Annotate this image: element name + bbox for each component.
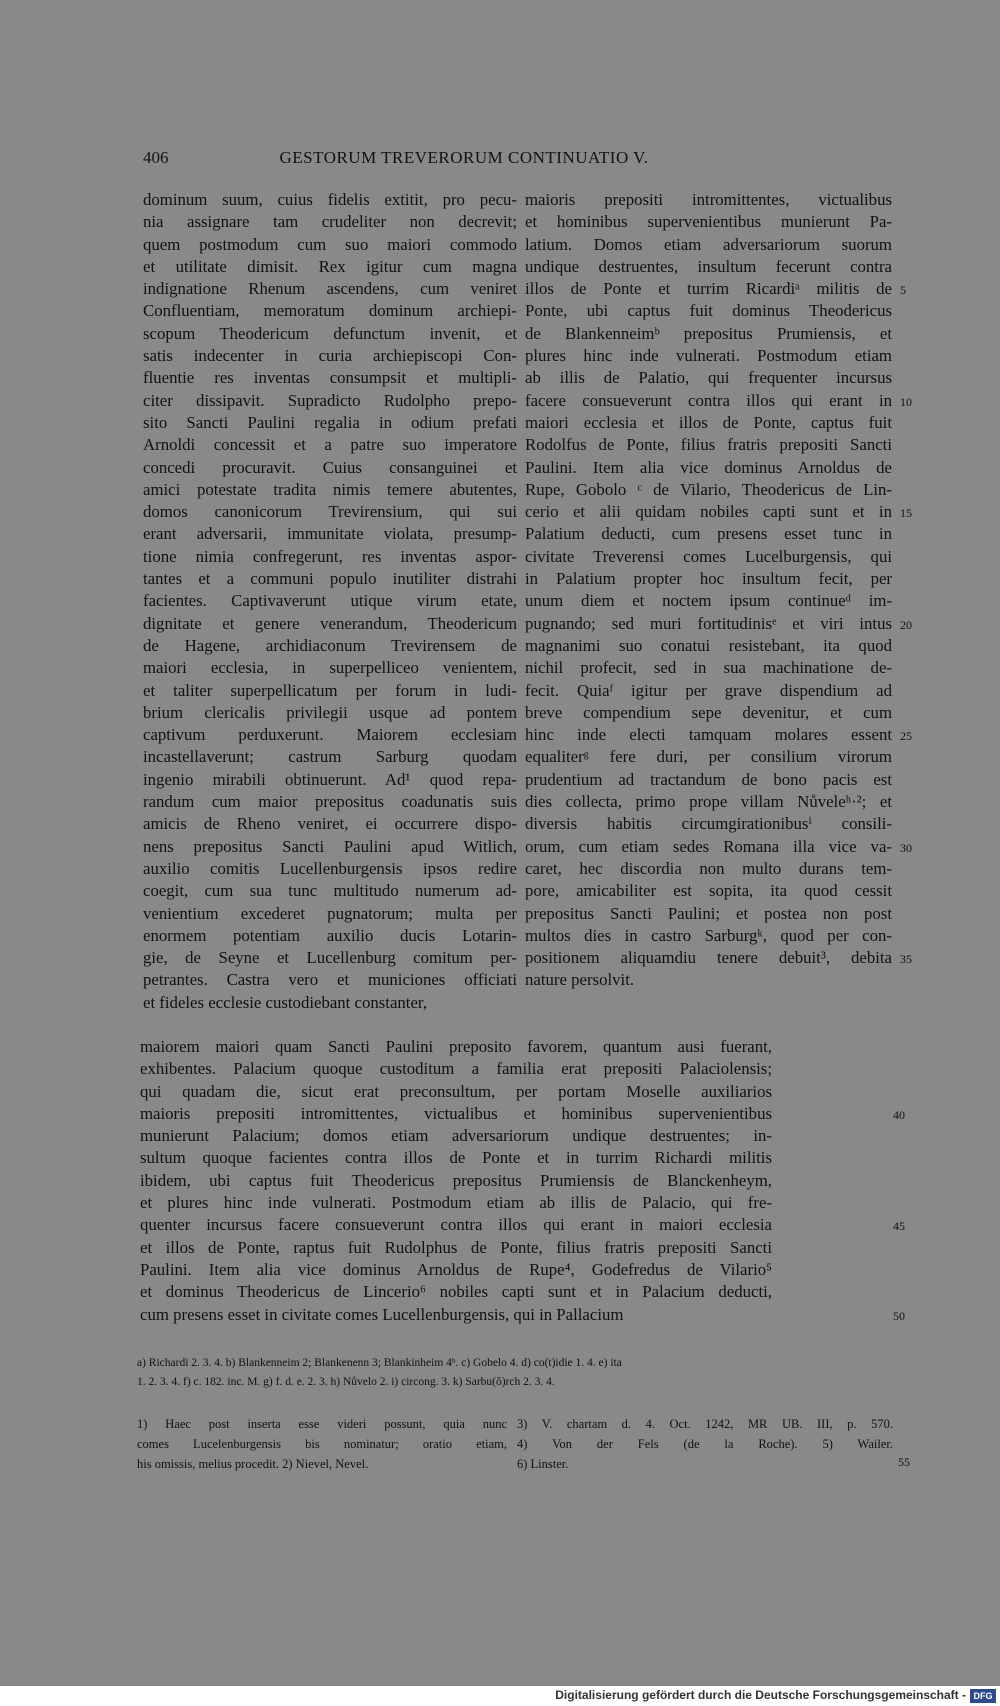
line-number: 30 — [900, 840, 912, 855]
text-line: dominum suum, cuius fidelis extitit, pro pecu- — [143, 190, 517, 209]
text-line: caret, hec discordia non multo durans tem- — [525, 858, 892, 878]
line-number: 40 — [893, 1107, 905, 1122]
text-line: Rupe, Gobolo ᶜ de Vilario, Theodericus de Lin- — [525, 479, 892, 499]
text-line: cerio et alii quidam nobiles capti sunt et in — [525, 502, 892, 522]
text-line: fluentie res inventas consumpsit et multipli- — [143, 368, 517, 388]
text-line: in Palatium propter hoc insultum fecit, per — [525, 569, 892, 589]
text-line: et taliter superpellicatum per forum in ludi- — [143, 680, 517, 700]
text-line: dignitate et genere venerandum, Theodericum — [143, 613, 517, 633]
text-line: nature persolvit. — [525, 970, 635, 990]
text-line: civitate Treverensi comes Lucelburgensis, qui — [525, 546, 892, 566]
text-line: et fideles ecclesie custodiebant constanter, — [143, 992, 428, 1012]
text-line: quem postmodum cum suo maiori commodo — [143, 234, 517, 254]
right-text-column — [525, 189, 892, 992]
text-line: et hominibus supervenientibus munierunt Pa- — [525, 212, 892, 232]
text-line: prepositus Sancti Paulini; et postea non post — [525, 903, 892, 923]
text-line: de Blankenneimᵇ prepositus Prumiensis, et — [525, 323, 892, 343]
text-line: maioris prepositi intromittentes, victualibus — [525, 190, 892, 209]
text-line: latium. Domos etiam adversariorum suorum — [525, 234, 892, 254]
text-line: diversis habitis circumgirationibusⁱ consili- — [525, 814, 892, 834]
line-number: 10 — [900, 394, 912, 409]
text-line: Paulini. Item alia vice dominus Arnoldus de — [525, 457, 892, 477]
text-line: Paulini. Item alia vice dominus Arnoldus de Rupe⁴, Godefredus de Vilario⁵ — [140, 1259, 772, 1279]
text-line: illos de Ponte et turrim Ricardiᵃ militis de — [525, 279, 892, 299]
dfg-logo: DFG — [970, 1689, 996, 1703]
text-line: magnanimi suo conatui resistebant, ita quod — [525, 635, 892, 655]
text-line: pugnando; sed muri fortitudinisᵉ et viri intus — [525, 613, 892, 633]
text-line: et plures hinc inde vulnerati. Postmodum etiam ab illis de Palacio, qui fre- — [140, 1193, 772, 1213]
footnote-line: his omissis, melius procedit. 2) Nievel, Nevel. — [137, 1457, 369, 1471]
text-line: concedi procuravit. Cuius consanguinei et — [143, 457, 517, 477]
footnote-line: comes Lucelenburgensis bis nominatur; oratio etiam, — [137, 1437, 507, 1451]
text-line: orum, cum etiam sedes Romana illa vice va- — [525, 836, 892, 856]
text-line: unum diem et noctem ipsum continueᵈ im- — [525, 591, 892, 611]
text-line: maioris prepositi intromittentes, victualibus et hominibus supervenientibus — [140, 1103, 772, 1123]
wide-text-block — [140, 1036, 772, 1326]
text-line: hinc inde electi tamquam molares essent — [525, 725, 892, 745]
text-line: cum presens esset in civitate comes Lucellenburgensis, qui in Pallacium — [140, 1304, 624, 1324]
text-line: maiorem maiori quam Sancti Paulini preposito favorem, quantum ausi fuerant, — [140, 1037, 772, 1056]
text-line: Rodolfus de Ponte, filius fratris prepositi Sancti — [525, 435, 892, 455]
text-line: Ponte, ubi captus fuit dominus Theodericus — [525, 301, 892, 321]
text-line: petrantes. Castra vero et municiones officiati — [143, 970, 517, 990]
text-line: coegit, cum sua tunc multitudo numerum ad- — [143, 881, 517, 901]
footnote-line-number: 55 — [898, 1455, 910, 1469]
text-line: quenter incursus facere consueverunt contra illos qui erant in maiori ecclesia — [140, 1215, 772, 1235]
page-header — [143, 148, 725, 172]
text-line: et utilitate dimisit. Rex igitur cum magna — [143, 256, 517, 276]
apparatus-line: 1. 2. 3. 4. f) c. 182. inc. M. g) f. d. e. 2. 3. h) Nůvelo 2. i) circong. 3. k) Sarbu(ŏ)rch 2. 3. 4. — [137, 1376, 555, 1388]
text-line: scopum Theodericum defunctum invenit, et — [143, 323, 517, 343]
line-number: 25 — [900, 729, 912, 744]
text-line: nens prepositus Sancti Paulini apud Witlich, — [143, 836, 517, 856]
text-line: et dominus Theodericus de Lincerio⁶ nobiles capti sunt et in Palacium deducti, — [140, 1282, 772, 1302]
line-number: 50 — [893, 1308, 905, 1323]
footnote-line: 6) Linster. — [517, 1457, 569, 1471]
footnotes-right — [517, 1414, 893, 1474]
text-line: amicis de Rheno veniret, ei occurrere dispo- — [143, 814, 517, 834]
text-line: de Hagene, archidiaconum Trevirensem de — [143, 635, 517, 655]
text-line: exhibentes. Palacium quoque custoditum a familia erat prepositi Palaciolensis; — [140, 1059, 772, 1079]
text-line: multos dies in castro Sarburgᵏ, quod per con- — [525, 925, 892, 945]
line-number: 35 — [900, 952, 912, 967]
text-line: sito Sancti Paulini regalia in odium prefati — [143, 412, 517, 432]
digitization-footer — [0, 1686, 1000, 1706]
critical-apparatus — [137, 1354, 893, 1392]
line-number: 45 — [893, 1219, 905, 1234]
text-line: ibidem, ubi captus fuit Theodericus prepositus Prumiensis de Blanckenheym, — [140, 1170, 772, 1190]
text-line: gie, de Seyne et Lucellenburg comitum per- — [143, 948, 517, 968]
text-line: indignatione Rhenum ascendens, cum veniret — [143, 279, 517, 299]
text-line: facientes. Captivaverunt utique virum etate, — [143, 591, 517, 611]
footnote-line: 1) Haec post inserta esse videri possunt, quia nunc — [137, 1417, 507, 1431]
text-line: maiori ecclesia, in superpelliceo venientem, — [143, 658, 517, 678]
text-line: captivum perduxerunt. Maiorem ecclesiam — [143, 725, 517, 745]
text-line: maiori ecclesia et illos de Ponte, captus fuit — [525, 412, 892, 432]
text-line: pore, amicabiliter est sopita, ita quod cessit — [525, 881, 892, 901]
text-line: qui quadam die, sicut erat preconsultum, per portam Moselle auxiliarios — [140, 1081, 772, 1101]
text-line: plures hinc inde vulnerati. Postmodum etiam — [525, 346, 892, 366]
line-number: 15 — [900, 506, 912, 521]
text-line: breve compendium sepe devenitur, et cum — [525, 702, 892, 722]
text-line: domos canonicorum Trevirensium, qui sui — [143, 502, 517, 522]
text-line: citer dissipavit. Supradicto Rudolpho prepo- — [143, 390, 517, 410]
line-number: 20 — [900, 617, 912, 632]
left-text-column — [143, 189, 517, 1014]
text-line: dies collecta, primo prope villam Nůveleʰ·²; et — [525, 792, 892, 812]
footnote-line: 3) V. chartam d. 4. Oct. 1242, MR UB. III, p. 570. — [517, 1417, 893, 1431]
text-line: nichil profecit, sed in sua machinatione de- — [525, 658, 892, 678]
text-line: satis indecenter in curia archiepiscopi Con- — [143, 346, 517, 366]
text-line: nia assignare tam crudeliter non decrevit; — [143, 212, 517, 232]
text-line: randum cum maior prepositus coadunatis suis — [143, 792, 517, 812]
text-line: equaliterᵍ fere duri, per consilium virorum — [525, 747, 892, 767]
text-line: Palatium deducti, cum presens esset tunc in — [525, 524, 892, 544]
text-line: prudentium ad tractandum de bono pacis est — [525, 769, 892, 789]
text-line: venientium excederet pugnatorum; multa per — [143, 903, 517, 923]
text-line: tantes et a communi populo inutiliter distrahi — [143, 569, 517, 589]
text-line: ingenio mirabili obtinuerunt. Ad¹ quod repa- — [143, 769, 517, 789]
text-line: munierunt Palacium; domos etiam adversariorum undique destruentes; in- — [140, 1126, 772, 1146]
footnote-line: 4) Von der Fels (de la Roche). 5) Wailer. — [517, 1437, 893, 1451]
footer-credit: Digitalisierung gefördert durch die Deutsche Forschungsgemeinschaft - — [555, 1688, 966, 1702]
text-line: facere consueverunt contra illos qui erant in — [525, 390, 892, 410]
text-line: incastellaverunt; castrum Sarburg quodam — [143, 747, 517, 767]
text-line: tione nimia confregerunt, res inventas aspor- — [143, 546, 517, 566]
running-title: GESTORUM TREVERORUM CONTINUATIO V. — [279, 148, 649, 167]
text-line: undique destruentes, insultum fecerunt contra — [525, 256, 892, 276]
text-line: amici potestate tradita nimis temere abutentes, — [143, 479, 517, 499]
text-line: Confluentiam, memoratum dominum archiepi- — [143, 301, 517, 321]
line-number: 5 — [900, 283, 906, 298]
text-line: Arnoldi concessit et a patre suo imperatore — [143, 435, 517, 455]
text-line: ab illis de Palatio, qui frequenter incursus — [525, 368, 892, 388]
apparatus-line: a) Richardi 2. 3. 4. b) Blankenneim 2; Blankenenn 3; Blankinheim 4ᵇ. c) Gobelo 4. d) co(t)idie 1. 4. e) ita — [137, 1357, 622, 1369]
text-line: brium clericalis privilegii usque ad pontem — [143, 702, 517, 722]
text-line: enormem potentiam auxilio ducis Lotarin- — [143, 925, 517, 945]
text-line: fecit. Quiaᶠ igitur per grave dispendium ad — [525, 680, 892, 700]
text-line: erant adversarii, immunitate violata, presump- — [143, 524, 517, 544]
text-line: et illos de Ponte, raptus fuit Rudolphus de Ponte, filius fratris prepositi Sancti — [140, 1237, 772, 1257]
text-line: positionem aliquamdiu tenere debuit³, debita — [525, 948, 892, 968]
text-line: auxilio comitis Lucellenburgensis ipsos redire — [143, 858, 517, 878]
footnotes-left — [137, 1414, 507, 1474]
text-line: sultum quoque facientes contra illos de Ponte et in turrim Richardi militis — [140, 1148, 772, 1168]
page-number: 406 — [143, 148, 169, 167]
